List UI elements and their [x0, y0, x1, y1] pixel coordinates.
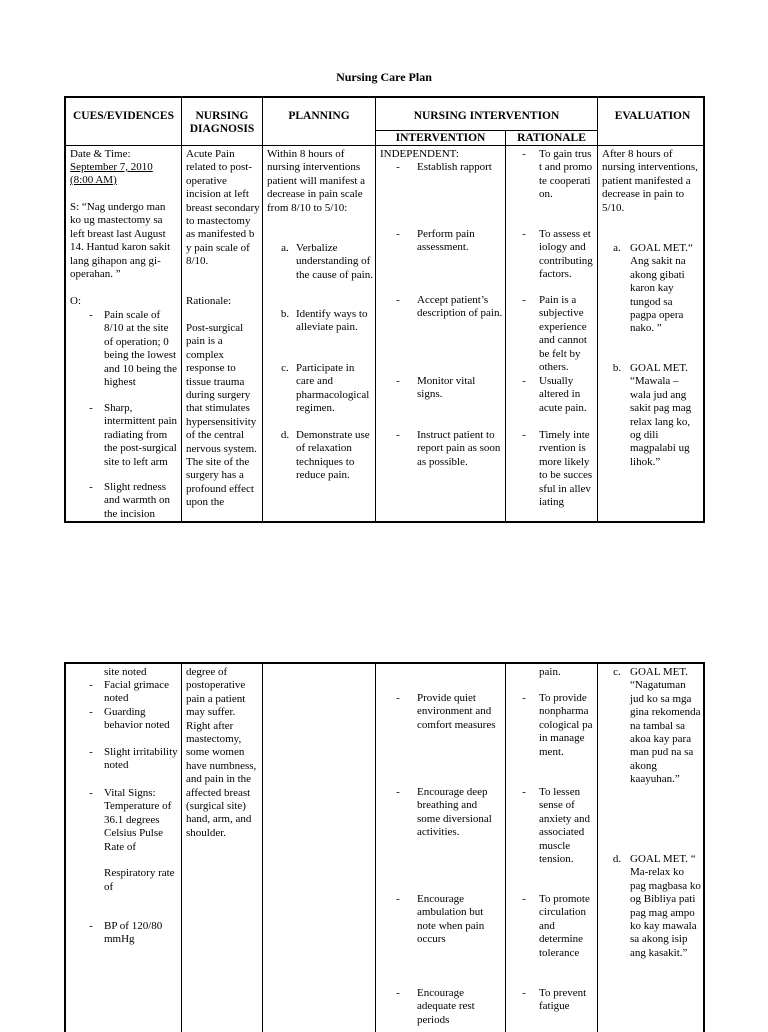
evaluation-column: [598, 147, 705, 521]
planning-column-continued: [263, 664, 375, 1032]
rationale-item: To lessen sense of anxiety and associated muscle tension.: [539, 786, 591, 866]
bullet: -: [396, 429, 400, 441]
list-letter: d.: [280, 429, 290, 441]
bullet: -: [396, 987, 400, 999]
intervention-item: Encourage ambulation but note when pain occurs: [417, 893, 485, 946]
header-planning: PLANNING: [288, 110, 350, 122]
evaluation-item: GOAL MET. “Mawala – wala jud ang sakit pag mag relax lang ko, og dili magpalabi ug lihok.”: [630, 362, 692, 468]
bullet: -: [522, 692, 526, 704]
subheader-divider: [375, 130, 597, 131]
rationale-column-continued: [506, 664, 597, 1032]
bullet: -: [396, 228, 400, 240]
objective-cue-item: Slight redness and warmth on the incision: [104, 481, 170, 520]
cue-continuation: site noted: [104, 666, 147, 678]
header-intervention: INTERVENTION: [395, 132, 486, 144]
diagnosis-statement: Acute Pain related to post- operative incision at left breast secondary to mastectomy as manifested b y pain scale of 8/10.: [186, 148, 260, 268]
rationale-item: Pain is a subjective experience and cannot be felt by others.: [539, 294, 587, 374]
planning-objective: Participate in care and pharmacological regimen.: [296, 362, 370, 415]
objective-cue-item: Facial grimace noted: [104, 679, 170, 705]
list-letter: c.: [281, 362, 289, 374]
intervention-item: Monitor vital signs.: [417, 375, 476, 401]
diagnosis-column-continued: [182, 664, 262, 1032]
intervention-item: Perform pain assessment.: [417, 228, 475, 254]
intervention-item: Establish rapport: [417, 161, 492, 173]
header-rationale: RATIONALE: [517, 132, 586, 144]
date-time-label: Date & Time:: [70, 148, 131, 160]
bullet: -: [396, 786, 400, 798]
bullet: -: [522, 294, 526, 306]
header-diagnosis: NURSING DIAGNOSIS: [189, 110, 255, 135]
rationale-item: To provide nonpharmacological pain management.: [539, 692, 593, 758]
planning-objective: Identify ways to alleviate pain.: [296, 308, 368, 334]
rationale-item: To assess etiology and contributing factors.: [539, 228, 593, 281]
bullet: -: [522, 429, 526, 441]
bullet: -: [522, 987, 526, 999]
cues-column-continued: [66, 664, 181, 1032]
bullet: -: [522, 786, 526, 798]
bullet: -: [89, 481, 93, 493]
care-plan-table-page1: [64, 96, 705, 523]
document-title: Nursing Care Plan: [336, 70, 432, 84]
objective-label: O:: [70, 295, 81, 307]
bullet: -: [89, 746, 93, 758]
intervention-item: Instruct patient to report pain as soon as possible.: [417, 429, 501, 468]
bullet: -: [89, 920, 93, 932]
header-cues: CUES/EVIDENCES: [73, 110, 174, 122]
objective-cue-item: BP of 120/80 mmHg: [104, 920, 163, 946]
bullet: -: [89, 309, 93, 321]
vital-signs-item: Vital Signs: Temperature of 36.1 degrees Celsius Pulse Rate of Respiratory rate of: [104, 787, 175, 893]
list-letter: a.: [613, 242, 621, 254]
intervention-item: Provide quiet environment and comfort measures: [417, 692, 496, 731]
planning-column: [263, 147, 375, 521]
objective-cue-item: Slight irritability noted: [104, 746, 178, 772]
bullet: -: [522, 228, 526, 240]
header-evaluation: EVALUATION: [614, 110, 691, 122]
objective-cue-item: Pain scale of 8/10 at the site of operation; 0 being the lowest and 10 being the highest: [104, 309, 178, 389]
rationale-item: Timely intervention is more likely to be successful in alleviating: [539, 429, 593, 509]
bullet: -: [396, 375, 400, 387]
list-letter: d.: [612, 853, 622, 865]
evaluation-summary: After 8 hours of nursing interventions, patient manifested a decrease in pain to 5/10.: [602, 148, 698, 214]
list-letter: a.: [281, 242, 289, 254]
rationale-item: To prevent fatigue: [539, 987, 587, 1013]
list-letter: c.: [613, 666, 621, 678]
bullet: -: [89, 706, 93, 718]
bullet: -: [396, 294, 400, 306]
intervention-column-continued: [376, 664, 505, 1032]
list-letter: b.: [280, 308, 290, 320]
rationale-column: [506, 147, 597, 521]
rationale-item: Usually altered in acute pain.: [539, 375, 587, 414]
bullet: -: [89, 402, 93, 414]
diagnosis-rationale-continuation: degree of postoperative pain a patient may suffer. Right after mastectomy, some women have numbness, and pain in the affected breast (surgical site) hand, arm, and shoulder.: [186, 666, 257, 839]
rationale-item: To gain trust and promote cooperation.: [539, 148, 593, 201]
objective-cue-item: Guarding behavior noted: [104, 706, 170, 732]
subjective-cue: S: “Nag undergo man ko ug mastectomy sa left breast last August 14. Hantud karon sakit lang gihapon ang gi- operahan. ”: [70, 201, 171, 281]
evaluation-item: GOAL MET. “ Ma-relax ko pag magbasa ko og Bibliya pati pag mag ampo ko kay mawala sa akong isip ang kasakit.”: [630, 853, 701, 959]
care-plan-table-page2: [64, 662, 705, 1032]
header-divider: [66, 145, 705, 146]
bullet: -: [522, 148, 526, 160]
evaluation-column-continued: [598, 664, 705, 1032]
time-value: (8:00 AM): [70, 174, 117, 186]
evaluation-item: GOAL MET. “Nagatuman jud ko sa mga gina rekomenda na tambal sa akoa kay para man pud na sa akong kaayuhan.”: [630, 666, 701, 786]
planning-goal: Within 8 hours of nursing interventions patient will manifest a decrease in pain scale from 8/10 to 5/10:: [267, 148, 366, 214]
bullet: -: [396, 161, 400, 173]
bullet: -: [396, 692, 400, 704]
bullet: -: [89, 787, 93, 799]
date-value: September 7, 2010: [70, 161, 153, 173]
rationale-continuation: pain.: [539, 666, 561, 678]
bullet: -: [522, 375, 526, 387]
planning-objective: Demonstrate use of relaxation techniques to reduce pain.: [296, 429, 370, 482]
intervention-item: Encourage adequate rest periods: [417, 987, 475, 1026]
bullet: -: [396, 893, 400, 905]
planning-objective: Verbalize understanding of the cause of pain.: [296, 242, 373, 281]
header-nursing-intervention: NURSING INTERVENTION: [413, 110, 560, 122]
independent-label: INDEPENDENT:: [380, 148, 459, 160]
evaluation-item: GOAL MET.“ Ang sakit na akong gibati karon kay tungod sa pagpa opera nako. ”: [630, 242, 693, 335]
intervention-item: Accept patient’s description of pain.: [417, 294, 503, 320]
objective-cue-item: Sharp, intermittent pain radiating from the post-surgical site to left arm: [104, 402, 178, 468]
rationale-item: To promote circulation and determine tolerance: [539, 893, 590, 959]
list-letter: b.: [612, 362, 622, 374]
bullet: -: [89, 679, 93, 691]
diagnosis-column: [182, 147, 262, 521]
intervention-column: [376, 147, 505, 521]
diagnosis-rationale-label: Rationale:: [186, 295, 232, 307]
diagnosis-rationale: Post-surgical pain is a complex response to tissue trauma during surgery that stimulates hypersensitivity of the central nervous system. The site of the surgery has a profound effect upon the: [186, 322, 257, 509]
intervention-item: Encourage deep breathing and some diversional activities.: [417, 786, 492, 839]
cues-column: [66, 147, 181, 521]
bullet: -: [522, 893, 526, 905]
